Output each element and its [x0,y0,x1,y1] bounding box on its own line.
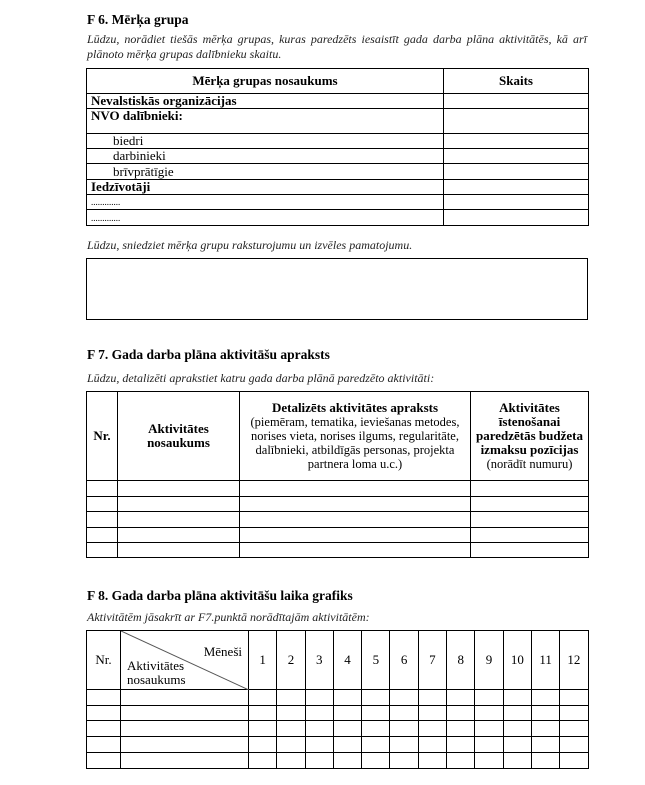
cell[interactable] [118,528,240,543]
table-row [87,528,589,543]
cell[interactable] [418,690,446,706]
cell[interactable] [240,528,471,543]
month-header: 5 [362,631,390,690]
cell[interactable] [475,690,503,706]
cell[interactable] [560,690,588,706]
cell[interactable] [305,706,333,721]
cell[interactable] [118,512,240,528]
f6-instruction: Lūdzu, norādiet tiešās mērķa grupas, kuras paredzēts iesaistīt gada darba plāna aktivitātēs, kā arī plānoto mērķa grupas dalībnieku skaitu. [87,32,587,61]
cell[interactable] [240,481,471,497]
cell[interactable] [277,690,305,706]
cell[interactable] [87,528,118,543]
cell[interactable] [249,737,277,753]
cell[interactable] [249,706,277,721]
month-header: 3 [305,631,333,690]
cell[interactable] [447,690,475,706]
table-row [87,543,589,558]
cell[interactable] [390,721,418,737]
cell[interactable] [118,543,240,558]
cell[interactable] [249,690,277,706]
header-count: Skaits [444,69,589,94]
header-budget: Aktivitātes īstenošanai paredzētās budžeta izmaksu pozīcijas [475,400,583,457]
cell[interactable] [390,706,418,721]
justification-textbox[interactable] [86,258,588,320]
cell[interactable] [418,753,446,769]
cell[interactable] [87,497,118,512]
row-label: ............. [87,195,444,210]
cell[interactable] [447,706,475,721]
cell[interactable] [121,706,249,721]
cell[interactable] [503,690,531,706]
cell[interactable] [362,706,390,721]
cell[interactable] [118,481,240,497]
cell[interactable] [333,737,361,753]
cell[interactable] [560,721,588,737]
row-label: Iedzīvotāji [87,180,444,195]
cell[interactable] [471,481,589,497]
count-cell[interactable] [444,149,589,164]
cell[interactable] [471,497,589,512]
table-row [87,512,589,528]
cell[interactable] [503,753,531,769]
cell[interactable] [390,690,418,706]
month-header: 7 [418,631,446,690]
justification-prompt: Lūdzu, sniedziet mērķa grupu raksturojumu un izvēles pamatojumu. [87,238,413,252]
cell[interactable] [305,690,333,706]
row-label: darbinieki [87,149,444,164]
cell[interactable] [503,706,531,721]
cell[interactable] [531,706,559,721]
row-label: Nevalstiskās organizācijas [87,94,444,109]
cell[interactable] [87,481,118,497]
table-row [87,721,589,737]
header-diagonal-cell [121,631,249,690]
cell[interactable] [121,737,249,753]
cell[interactable] [418,737,446,753]
cell[interactable] [121,753,249,769]
cell[interactable] [560,753,588,769]
count-cell[interactable] [444,164,589,180]
header-nr: Nr. [87,631,121,690]
cell[interactable] [305,721,333,737]
f8-title: F 8. Gada darba plāna aktivitāšu laika grafiks [87,588,353,603]
cell[interactable] [390,737,418,753]
month-header: 12 [560,631,588,690]
cell[interactable] [362,737,390,753]
row-label: brīvprātīgie [87,164,444,180]
cell[interactable] [531,721,559,737]
cell[interactable] [333,690,361,706]
header-description: Detalizēts aktivitātes apraksts [271,400,439,415]
cell[interactable] [240,512,471,528]
table-row [87,753,589,769]
table-row [87,690,589,706]
cell[interactable] [362,753,390,769]
count-cell[interactable] [444,94,589,109]
table-row [87,497,589,512]
header-group-name: Mērķa grupas nosaukums [87,69,444,94]
cell[interactable] [560,706,588,721]
header-budget-note: (norādīt numuru) [486,457,573,471]
cell[interactable] [418,706,446,721]
month-header: 11 [531,631,559,690]
cell[interactable] [531,737,559,753]
f7-title: F 7. Gada darba plāna aktivitāšu apraksts [87,347,330,362]
cell[interactable] [277,737,305,753]
cell[interactable] [362,721,390,737]
month-header: 2 [277,631,305,690]
cell[interactable] [240,543,471,558]
cell[interactable] [87,706,121,721]
table-row [87,481,589,497]
cell[interactable] [121,690,249,706]
cell[interactable] [305,737,333,753]
cell[interactable] [333,753,361,769]
count-cell[interactable] [444,134,589,149]
f8-instruction: Aktivitātēm jāsakrīt ar F7.punktā norādītajām aktivitātēm: [87,610,370,624]
cell[interactable] [471,543,589,558]
header-activity-name: Aktivitātes nosaukums [127,658,186,687]
cell[interactable] [503,721,531,737]
header-nr: Nr. [87,392,118,481]
cell[interactable] [447,737,475,753]
cell[interactable] [531,690,559,706]
cell[interactable] [475,737,503,753]
month-header: 10 [503,631,531,690]
cell[interactable] [87,753,121,769]
activity-description-table [86,391,589,558]
cell[interactable] [390,753,418,769]
cell[interactable] [87,512,118,528]
cell[interactable] [471,528,589,543]
count-cell[interactable] [444,109,589,134]
f7-instruction: Lūdzu, detalizēti aprakstiet katru gada darba plānā paredzēto aktivitāti: [87,371,435,385]
cell[interactable] [118,497,240,512]
cell[interactable] [447,721,475,737]
cell[interactable] [87,690,121,706]
table-row [87,706,589,721]
month-header: 6 [390,631,418,690]
cell[interactable] [277,753,305,769]
cell[interactable] [121,721,249,737]
month-header: 8 [447,631,475,690]
count-cell[interactable] [444,195,589,210]
row-label: ............. [87,210,444,226]
cell[interactable] [277,706,305,721]
cell[interactable] [87,737,121,753]
cell[interactable] [447,753,475,769]
row-label: biedri [87,134,444,149]
table-row [87,737,589,753]
cell[interactable] [471,512,589,528]
cell[interactable] [87,543,118,558]
cell[interactable] [240,497,471,512]
count-cell[interactable] [444,180,589,195]
activity-schedule-table [86,630,589,769]
header-activity-name: Aktivitātes nosaukums [118,392,240,481]
cell[interactable] [362,690,390,706]
f6-title: F 6. Mērķa grupa [87,12,189,27]
cell[interactable] [249,753,277,769]
count-cell[interactable] [444,210,589,226]
cell[interactable] [503,737,531,753]
cell[interactable] [333,706,361,721]
cell[interactable] [475,721,503,737]
cell[interactable] [305,753,333,769]
cell[interactable] [87,721,121,737]
header-months-label: Mēneši [203,644,242,659]
month-header: 4 [333,631,361,690]
row-label: NVO dalībnieki: [87,109,444,134]
cell[interactable] [560,737,588,753]
cell[interactable] [333,721,361,737]
cell[interactable] [418,721,446,737]
target-group-table [86,68,589,226]
cell[interactable] [475,706,503,721]
month-header: 1 [249,631,277,690]
cell[interactable] [531,753,559,769]
header-description-note: (piemēram, tematika, ieviešanas metodes, norises vieta, norises ilgums, regularitāte, dalībnieki, atbildīgās personas, projekta partnera loma u.c.) [250,415,460,471]
cell[interactable] [277,721,305,737]
cell[interactable] [475,753,503,769]
month-header: 9 [475,631,503,690]
cell[interactable] [249,721,277,737]
